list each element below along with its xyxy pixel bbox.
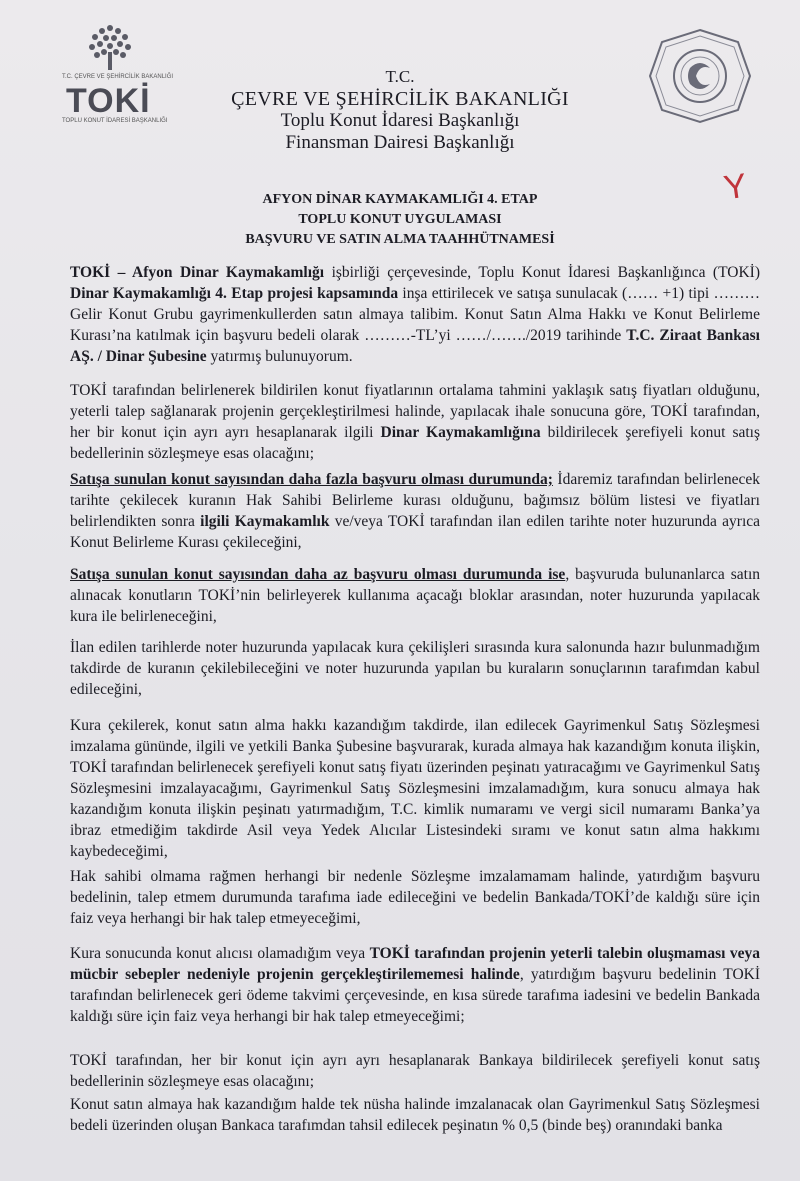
paragraph-7 (70, 866, 760, 929)
logo-agency-text: TOPLU KONUT İDARESİ BAŞKANLIĞI (62, 118, 168, 124)
title-line-2: TOPLU KONUT UYGULAMASI (298, 212, 502, 227)
p9-text: TOKİ tarafından, her bir konut için ayrı ayrı hesaplanarak Bankaya bildirilecek şerefiyeli konut satış bedellerinin sözleşmeye esas olacağını; (70, 1052, 760, 1090)
p4-text: , başvuruda bulunanlarca satın alınacak konutların TOKİ’nin belirleyerek kullanıma açacağı bloklar arasından, noter huzurunda yapılacak kura ile belirleneceğini, (70, 566, 760, 625)
paragraph-4 (70, 564, 760, 627)
p2-text-a: TOKİ tarafından belirlenerek bildirilen konut fiyatlarının ortalama tahmini yaklaşık satış fiyatları olduğunu, yeterli talep sağlanarak projenin gerçekleştirilmesi halinde, yapılacak ihale sonucuna göre, TOKİ tarafından, her bir konut için ayrı ayrı hesaplanarak ilgili (70, 382, 760, 441)
logo-wordmark: TOKİ (66, 82, 151, 120)
p2-text-b: bildirilecek şerefiyeli konut satış bedellerinin sözleşmeye esas olacağını; (70, 424, 761, 462)
paragraph-9 (70, 1050, 760, 1092)
p5-text: İlan edilen tarihlerde noter huzurunda yapılacak kura çekilişleri sırasında kura salonunda hazır bulunmadığım takdirde de kuranın çekilebileceğini ve noter huzurunda yapılan bu kuraların sonuçlarının tarafımdan kabul edileceğini, (70, 639, 760, 698)
paragraph-10 (70, 1094, 760, 1136)
handwritten-mark: Y (721, 166, 750, 208)
p7-text: Hak sahibi olmama rağmen herhangi bir nedenle Sözleşme imzalamamam halinde, yatırdığım başvuru bedelinin, talep etmem durumunda tarafıma iade edileceğini ve bedelin Bankada/TOKİ’de kaldığı süre için faiz veya herhangi bir hak talep etmeyeceğimi, (70, 868, 760, 927)
p1-text-a: işbirliği çerçevesinde, Toplu Konut İdaresi Başkanlığınca (TOKİ) (324, 264, 760, 281)
p3-text-b: ve/veya TOKİ tarafından ilan edilen tarihte noter huzurunda ayrıca Konut Belirleme Kurası çekileceğini, (70, 513, 761, 551)
p1-brand: TOKİ – (70, 264, 133, 281)
paragraph-3 (70, 469, 760, 553)
document-title (0, 190, 800, 250)
document-header (0, 66, 800, 154)
p8-text-a: Kura sonucunda konut alıcısı olamadığım veya (70, 945, 370, 962)
p3-heading: Satışa sunulan konut sayısından daha fazla başvuru olması durumunda; (70, 471, 553, 488)
p8-text-b: , yatırdığım başvuru bedelinin TOKİ tarafından belirlenecek geri ödeme takvimi çerçevesinde, en kısa sürede tarafıma iadesini ve bedelin Bankada kaldığı süre için faiz veya herhangi bir hak talep etmeyeceğimi; (70, 966, 760, 1025)
p1-project: Dinar Kaymakamlığı 4. Etap projesi kapsamında (70, 285, 399, 302)
p1-text-c: yatırmış bulunuyorum. (206, 348, 353, 365)
p3-text-a: İdaremiz tarafından belirlenecek tarihte çekilecek kuranın Hak Sahibi Belirleme kurası olduğunu, bağımsız bölüm listesi ve fiyatları belirlendikten sonra (70, 471, 761, 530)
paragraph-6 (70, 715, 760, 862)
paragraph-8 (70, 943, 760, 1027)
p1-bank: T.C. Ziraat Bankası AŞ. / Dinar Şubesine (70, 327, 760, 365)
title-line-1: AFYON DİNAR KAYMAKAMLIĞI 4. ETAP (262, 192, 538, 207)
p8-bold: TOKİ tarafından projenin yeterli talebin oluşmaması veya mücbir sebepler nedeniyle projenin gerçekleştirilememesi halinde (70, 945, 760, 983)
header-department: Finansman Dairesi Başkanlığı (285, 132, 515, 153)
p4-heading: Satışa sunulan konut sayısından daha az başvuru olması durumunda ise (70, 566, 566, 583)
p3-bold: ilgili Kaymakamlık (200, 513, 330, 530)
header-ministry: ÇEVRE VE ŞEHİRCİLİK BAKANLIĞI (231, 88, 569, 110)
p1-partner: Afyon Dinar Kaymakamlığı (132, 264, 325, 281)
header-agency: Toplu Konut İdaresi Başkanlığı (280, 110, 520, 131)
paragraph-1 (70, 262, 760, 367)
header-tc: T.C. (385, 67, 415, 86)
p1-text-b: inşa ettirilecek ve satışa sunulacak (…… +1) tipi ……… Gelir Konut Grubu gayrimenkullerden satın almaya talibim. Konut Satın Alma Hakkı ve Konut Belirleme Kurası’na katılmak için başvuru bedeli olarak ………-TL’yi ……/……./2019 tarihinde (70, 285, 760, 344)
paragraph-5 (70, 637, 760, 700)
title-line-3: BAŞVURU VE SATIN ALMA TAAHHÜTNAMESİ (245, 232, 555, 247)
logo-ministry-text: T.C. ÇEVRE VE ŞEHİRCİLİK BAKANLIĞI (62, 74, 174, 80)
p2-bold: Dinar Kaymakamlığına (380, 424, 541, 441)
p6-text: Kura çekilerek, konut satın alma hakkı kazandığım takdirde, ilan edilecek Gayrimenkul Satış Sözleşmesi imzalama gününde, ilgili ve yetkili Banka Şubesine başvurarak, kurada almaya hak kazandığım konuta ilişkin, TOKİ tarafından belirlenecek şerefiyeli konut satış fiyatı üzerinden peşinatı yatıracağımı ve Gayrimenkul Satış Sözleşmesini imzalayacağımı, Gayrimenkul Satış Sözleşmesini imzalamadığım, kura sonucu almaya hak kazandığım konuta ilişkin peşinatı yatırmadığım, T.C. kimlik numaramı ve vergi sicil numaramı Banka’ya ibraz etmediğim takdirde Asil veya Yedek Alıcılar Listesindeki sıramı ve konut satın alma hakkımı kaybedeceğimi, (70, 717, 760, 860)
paragraph-2 (70, 380, 760, 464)
p10-text: Konut satın almaya hak kazandığım halde tek nüsha halinde imzalanacak olan Gayrimenkul Satış Sözleşmesi bedeli üzerinden oluşan Bankaca tarafımdan tahsil edilecek peşinatın % 0,5 (binde beş) oranındaki banka (70, 1096, 760, 1134)
